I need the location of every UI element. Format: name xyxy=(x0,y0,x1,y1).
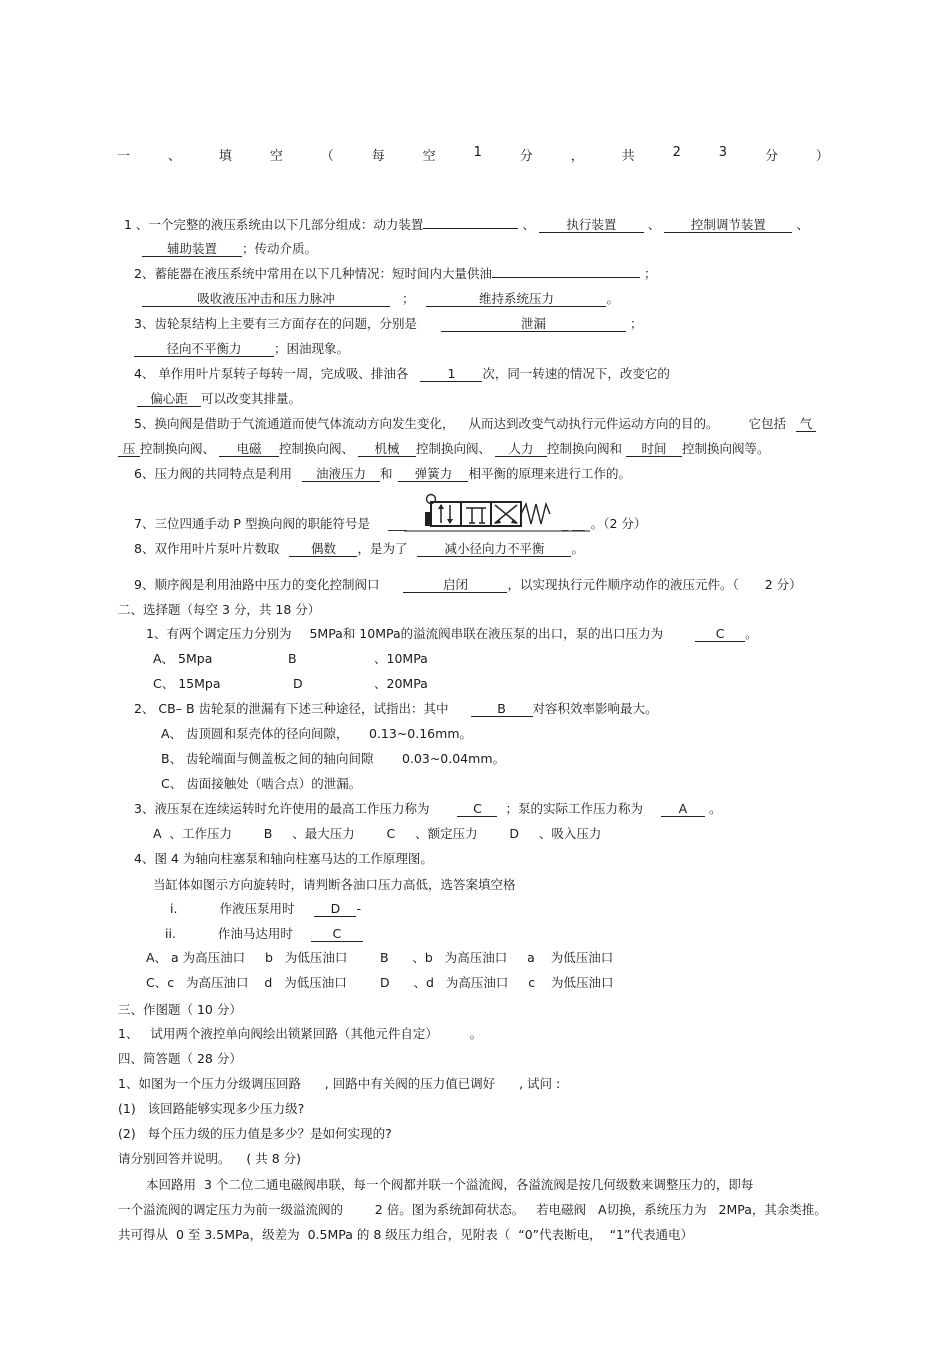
question-text: 从而达到改变气动执行元件运动方向的目的。 xyxy=(468,416,719,431)
choice-question-1 xyxy=(146,626,758,642)
separator: ； xyxy=(643,266,657,281)
answer-blank: C xyxy=(311,926,363,942)
answer-blank xyxy=(492,277,640,278)
sub-question-i xyxy=(170,901,361,917)
question-7-tail xyxy=(562,516,646,532)
question-2-cont xyxy=(142,291,619,307)
title-char: 1 xyxy=(473,145,482,160)
answer-paragraph-line: 一个溢流阀的调定压力为前一级溢流阀的 2 倍。图为系统卸荷状态。 若电磁阀 A切换，系统压力为 2MPa，其余类推。 xyxy=(118,1202,827,1217)
choice-question-4-instruction: 当缸体如图示方向旋转时，请判断各油口压力高低，选答案填空格 xyxy=(153,877,516,892)
choice-option-c: C、 齿面接触处（啮合点）的泄漏。 xyxy=(161,776,362,791)
title-char: 、 xyxy=(167,149,181,164)
answer-blank: C xyxy=(457,801,497,817)
question-text: 2、蓄能器在液压系统中常用在以下几种情况：短时间内大量供油 xyxy=(134,266,492,281)
question-text: 7、三位四通手动 P 型换向阀的职能符号是 xyxy=(134,516,370,531)
sub-question-2: (2) 每个压力级的压力值是多少？是如何实现的? xyxy=(118,1126,392,1141)
choice-option-a-value: 0.13~0.16mm。 xyxy=(369,726,472,741)
short-question-1: 1、如图为一个压力分级调压回路 , 回路中有关阀的压力值已调好 , 试问 : xyxy=(118,1076,561,1091)
title-char: （ xyxy=(320,149,334,164)
choice-option-a: A、 5Mpa xyxy=(153,651,213,666)
question-text: ；困油现象。 xyxy=(274,341,350,356)
answer-blank: 时间 xyxy=(626,441,682,457)
question-6 xyxy=(134,466,631,482)
question-text: 它包括 xyxy=(748,416,786,431)
title-char: 分 xyxy=(764,149,778,164)
answer-blank: 气 xyxy=(796,416,816,432)
title-char: 分 xyxy=(519,149,533,164)
separator: 。 xyxy=(708,801,722,816)
question-text: ，是为了 xyxy=(357,541,408,556)
answer-blank: 泄漏 xyxy=(441,316,626,332)
question-text: 5、换向阀是借助于气流通道而使气体流动方向发生变化， xyxy=(134,416,455,431)
question-3 xyxy=(134,316,642,332)
title-char: 空 xyxy=(422,149,436,164)
choice-option-d: D xyxy=(293,676,303,691)
answer-blank: 油液压力 xyxy=(302,466,380,482)
question-text: 次，同一转速的情况下，改变它的 xyxy=(482,366,670,381)
question-1 xyxy=(124,217,809,233)
choice-option-a: A、 a 为高压油口 b 为低压油口 xyxy=(146,950,348,965)
sub-label: ii. xyxy=(165,926,176,941)
section-heading-short: 四、简答题（ 28 分） xyxy=(118,1051,242,1066)
answer-blank: A xyxy=(661,801,705,817)
answer-blank: 减小径向力不平衡 xyxy=(417,541,571,557)
answer-blank: C xyxy=(695,626,745,642)
choice-option-b: B xyxy=(288,651,297,666)
blank-lead: ___ xyxy=(387,516,407,531)
sub-question-1: (1) 该回路能够实现多少压力级? xyxy=(118,1101,305,1116)
question-text: 控制换向阀、 xyxy=(416,441,492,456)
separator: 。 xyxy=(745,626,758,641)
question-text: 对容积效率影响最大。 xyxy=(532,701,658,716)
title-char: 空 xyxy=(269,149,283,164)
question-text: 作油马达用时 xyxy=(217,926,293,941)
question-4-cont xyxy=(137,391,301,407)
separator: 、 xyxy=(522,217,535,232)
section-heading-drawing: 三、作图题（ 10 分） xyxy=(118,1002,242,1017)
answer-blank: 启闭 xyxy=(403,577,507,593)
choice-option-b: B、 齿轮端面与侧盖板之间的轴向间隙 xyxy=(161,751,374,766)
separator: 、 xyxy=(796,217,809,232)
question-text: 2、 CB– B 齿轮泵的泄漏有下述三种途径，试指出：其中 xyxy=(134,701,449,716)
question-text: 控制换向阀、 xyxy=(140,441,216,456)
title-char: 3 xyxy=(718,145,728,160)
separator: ； xyxy=(629,316,643,331)
question-2 xyxy=(134,266,656,282)
question-text: 控制换向阀、 xyxy=(279,441,355,456)
choice-question-4: 4、图 4 为轴向柱塞泵和轴向柱塞马达的工作原理图。 xyxy=(134,851,433,866)
choice-options: A 、工作压力 B 、最大压力 C 、额定压力 D 、吸入压力 xyxy=(153,826,602,841)
question-text: ；传动介质。 xyxy=(242,241,318,256)
section-title-fill-blanks xyxy=(117,145,829,164)
question-text: 控制换向阀等。 xyxy=(682,441,770,456)
question-text: 9、顺序阀是利用油路中压力的变化控制阀口 xyxy=(134,577,380,592)
answer-blank: 1 xyxy=(420,366,482,382)
answer-paragraph-line: 本回路用 3 个二位二通电磁阀串联，每一个阀都并联一个溢流阀，各溢流阀是按几何级数来调整压力的，即每 xyxy=(146,1177,754,1192)
question-text: ，以实现执行元件顺序动作的液压元件。（ xyxy=(507,577,739,592)
blank-tail: _ __ xyxy=(562,516,585,531)
question-text: 作液压泵用时 xyxy=(219,901,295,916)
section-heading-choice: 二、选择题（每空 3 分，共 18 分） xyxy=(118,602,321,617)
drawing-question-1: 1、 试用两个液控单向阀绘出锁紧回路（其他元件自定） 。 xyxy=(118,1026,483,1041)
question-5 xyxy=(134,416,816,432)
question-text: 2 分） xyxy=(764,577,802,592)
question-5-cont xyxy=(118,441,770,457)
question-text: ；泵的实际工作压力称为 xyxy=(505,801,643,816)
answer-blank: 偶数 xyxy=(289,541,357,557)
question-8 xyxy=(134,541,584,557)
answer-blank: 偏心距 xyxy=(137,391,201,407)
question-1-cont xyxy=(142,241,317,257)
question-9 xyxy=(134,577,802,593)
question-text: 控制换向阀和 xyxy=(547,441,623,456)
question-3-cont xyxy=(134,341,349,357)
answer-blank: 人力 xyxy=(495,441,547,457)
separator: ； xyxy=(401,291,415,306)
question-text: 6、压力阀的共同特点是利用 xyxy=(134,466,292,481)
question-text: 5MPa和 10MPa的溢流阀串联在液压泵的出口，泵的出口压力为 xyxy=(309,626,664,641)
title-char: 2 xyxy=(672,145,681,160)
question-text: 和 xyxy=(379,466,393,481)
question-text: 相平衡的原理来进行工作的。 xyxy=(468,466,631,481)
answer-blank: 弹簧力 xyxy=(398,466,468,482)
answer-blank: 径向不平衡力 xyxy=(134,341,274,357)
question-7 xyxy=(134,516,407,532)
answer-blank: 电磁 xyxy=(219,441,279,457)
question-text: 。 xyxy=(571,541,584,556)
answer-blank: 维持系统压力 xyxy=(426,291,606,307)
answer-blank: B xyxy=(471,701,533,717)
choice-question-2 xyxy=(134,701,658,717)
choice-question-3 xyxy=(134,801,721,817)
title-char: 填 xyxy=(218,149,232,164)
question-4 xyxy=(134,366,670,382)
answer-blank: 吸收液压冲击和压力脉冲 xyxy=(142,291,390,307)
question-text: 1、有两个调定压力分别为 xyxy=(146,626,292,641)
answer-paragraph-line: 共可得从 0 至 3.5MPa，级差为 0.5MPa 的 8 级压力组合，见附表（ “0”代表断电， “1”代表通电） xyxy=(118,1227,693,1242)
title-char: 每 xyxy=(371,149,385,164)
choice-option-c: C、c 为高压油口 d 为低压油口 xyxy=(146,975,347,990)
question-text: 3、液压泵在连续运转时允许使用的最高工作压力称为 xyxy=(134,801,430,816)
choice-option-c: C、 15Mpa xyxy=(153,676,221,691)
question-text: 3、齿轮泵结构上主要有三方面存在的问题，分别是 xyxy=(134,316,417,331)
choice-option-a: A、 齿顶圆和泵壳体的径向间隙， xyxy=(161,726,349,741)
answer-blank: 机械 xyxy=(358,441,416,457)
title-char: ） xyxy=(815,149,829,164)
choice-option-d: D 、d 为高压油口 c 为低压油口 xyxy=(380,975,614,990)
choice-option-b: B 、b 为高压油口 a 为低压油口 xyxy=(380,950,614,965)
sub-question-ii xyxy=(165,926,363,942)
answer-blank: 执行装置 xyxy=(539,217,644,233)
answer-blank: D xyxy=(314,901,356,917)
choice-option-b-value: 、10MPa xyxy=(374,651,428,666)
answer-blank: 压 xyxy=(118,441,140,457)
question-text: 可以改变其排量。 xyxy=(201,391,302,406)
question-text: 。（2 分） xyxy=(590,516,647,531)
choice-option-b-value: 0.03~0.04mm。 xyxy=(402,751,505,766)
answer-note: 请分别回答并说明。 ( 共 8 分) xyxy=(118,1151,302,1166)
question-text: 4、 单作用叶片泵转子每转一周，完成吸、排油各 xyxy=(134,366,409,381)
separator: - xyxy=(356,901,361,916)
answer-blank: 辅助装置 xyxy=(142,241,242,257)
separator: 。 xyxy=(606,291,619,306)
answer-blank: 控制调节装置 xyxy=(664,217,792,233)
question-text: 8、双作用叶片泵叶片数取 xyxy=(134,541,280,556)
answer-blank xyxy=(423,228,518,229)
title-char: 一 xyxy=(117,149,131,164)
sub-label: i. xyxy=(170,901,178,916)
question-text: 1 、一个完整的液压系统由以下几部分组成：动力装置 xyxy=(124,217,424,232)
choice-option-d-value: 、20MPa xyxy=(374,676,428,691)
title-char: ， xyxy=(570,149,584,164)
title-char: 共 xyxy=(621,149,635,164)
separator: 、 xyxy=(647,217,661,232)
